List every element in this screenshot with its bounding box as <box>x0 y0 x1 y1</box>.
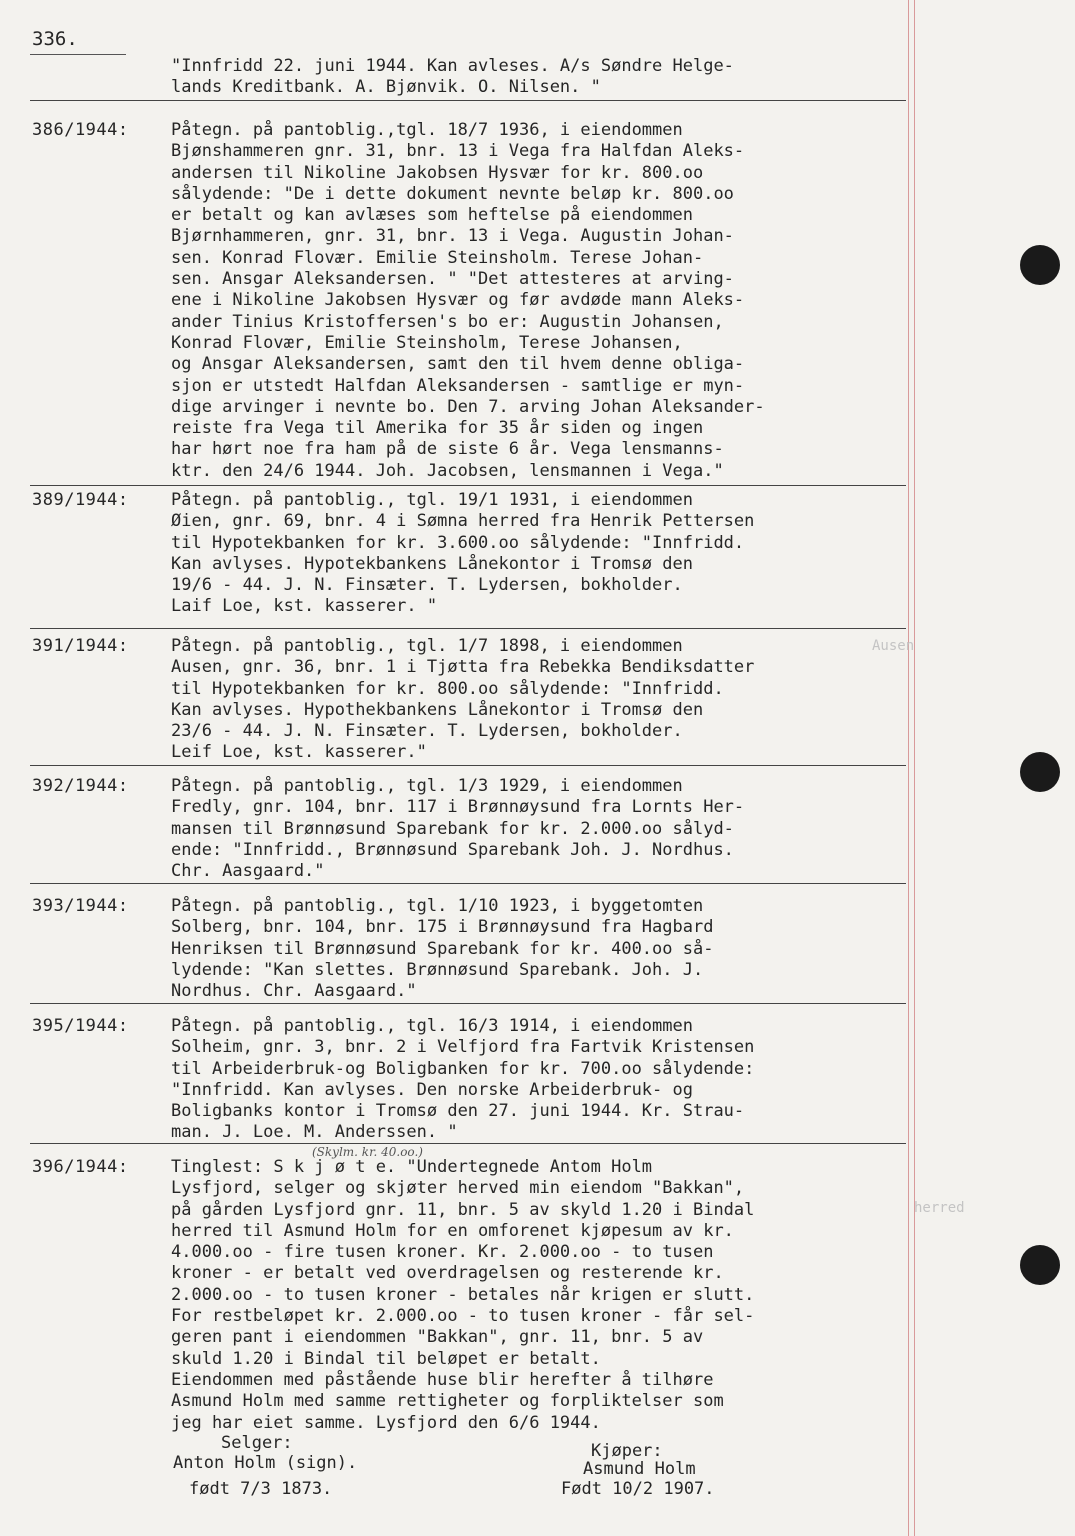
entry-line: mansen til Brønnøsund Sparebank for kr. 2.000.oo sålyd- <box>171 818 734 839</box>
entry-number: 392/1944: <box>32 776 129 796</box>
entry-line: til Arbeiderbruk-og Boligbanken for kr. 700.oo sålydende: <box>171 1058 755 1079</box>
entry-line: er betalt og kan avlæses som heftelse på eiendommen <box>171 205 693 226</box>
entry-line: og Ansgar Aleksandersen, samt den til hvem denne obliga- <box>171 354 745 375</box>
entry-line: sen. Konrad Flovær. Emilie Steinsholm. Terese Johan- <box>171 247 704 268</box>
entry-line: dige arvinger i nevnte bo. Den 7. arving Johan Aleksander- <box>171 396 765 417</box>
seller-label: Selger: <box>221 1433 293 1453</box>
entry-line: skuld 1.20 i Bindal til beløpet er betalt. <box>171 1348 601 1369</box>
entry-line: Nordhus. Chr. Aasgaard." <box>171 981 417 1002</box>
entry-line: ander Tinius Kristoffersen's bo er: Augustin Johansen, <box>171 311 724 332</box>
entry-line: man. J. Loe. M. Anderssen. " <box>171 1122 458 1143</box>
entry-line: Kan avlyses. Hypotekbankens Lånekontor i Tromsø den <box>171 553 693 574</box>
entry-line: Tinglest: S k j ø t e. "Undertegnede Antom Holm <box>171 1157 653 1177</box>
entry-line: geren pant i eiendommen "Bakkan", gnr. 11, bnr. 5 av <box>171 1327 704 1348</box>
entry-number: 389/1944: <box>32 490 129 510</box>
entry-line: Fredly, gnr. 104, bnr. 117 i Brønnøysund fra Lornts Her- <box>171 797 745 818</box>
entry-text <box>171 1016 901 1144</box>
entry-line: sjon er utstedt Halfdan Aleksandersen - samtlige er myn- <box>171 375 745 396</box>
skyld-annotation: (Skylm. kr. 40.oo.) <box>312 1145 423 1159</box>
entry-text <box>171 120 901 482</box>
entry-line: sen. Ansgar Aleksandersen. " "Det attesteres at arving- <box>171 269 734 290</box>
entry-line: 2.000.oo - to tusen kroner - betales når krigen er slutt. <box>171 1284 755 1305</box>
entry-line: Asmund Holm med samme rettigheter og forpliktelser som <box>171 1391 724 1412</box>
entry-separator <box>30 765 906 766</box>
binder-hole-icon <box>1020 245 1060 285</box>
entry-line: Eiendommen med påstående huse blir herefter å tilhøre <box>171 1369 714 1390</box>
margin-note-herred: herred <box>914 1200 965 1216</box>
entry-line: har hørt noe fra ham på de siste 6 år. Vega lensmanns- <box>171 439 724 460</box>
entry-line: Solberg, bnr. 104, bnr. 175 i Brønnøysund fra Hagbard <box>171 917 714 938</box>
entry-number: 386/1944: <box>32 120 129 140</box>
entry-line: kroner - er betalt ved overdragelsen og resterende kr. <box>171 1263 724 1284</box>
margin-line-right <box>914 0 915 1536</box>
entry-line: Kan avlyses. Hypothekbankens Lånekontor i Tromsø den <box>171 699 704 720</box>
entry-line: "Innfridd. Kan avlyses. Den norske Arbeiderbruk- og <box>171 1079 693 1100</box>
entry-separator <box>30 883 906 884</box>
entry-line: Påtegn. på pantoblig., tgl. 16/3 1914, i eiendommen <box>171 1016 693 1036</box>
binder-hole-icon <box>1020 1245 1060 1285</box>
entry-line: Øien, gnr. 69, bnr. 4 i Sømna herred fra Henrik Pettersen <box>171 511 755 532</box>
entry-line: herred til Asmund Holm for en omforenet kjøpesum av kr. <box>171 1220 734 1241</box>
entry-line: Påtegn. på pantoblig.,tgl. 18/7 1936, i eiendommen <box>171 120 683 140</box>
entry-line: For restbeløpet kr. 2.000.oo - to tusen kroner - får sel- <box>171 1306 755 1327</box>
entry-line: ene i Nikoline Jakobsen Hysvær og før avdøde mann Aleks- <box>171 290 745 311</box>
entry-number: 393/1944: <box>32 896 129 916</box>
buyer-label: Kjøper: <box>591 1441 663 1461</box>
margin-note-ausen: Ausen <box>872 638 915 654</box>
entry-line: Lysfjord, selger og skjøter herved min eiendom "Bakkan", <box>171 1178 745 1199</box>
entry-line: jeg har eiet samme. Lysfjord den 6/6 1944. <box>171 1412 601 1433</box>
entry-line: Påtegn. på pantoblig., tgl. 1/3 1929, i eiendommen <box>171 776 683 796</box>
entry-separator <box>30 628 906 629</box>
page-number: 336. <box>32 28 78 50</box>
entry-text <box>171 776 901 882</box>
entry-line: 4.000.oo - fire tusen kroner. Kr. 2.000.oo - to tusen <box>171 1242 714 1263</box>
entry-line: på gården Lysfjord gnr. 11, bnr. 5 av skyld 1.20 i Bindal <box>171 1199 755 1220</box>
seller-name: Anton Holm (sign). <box>173 1453 358 1473</box>
page-number-underline <box>30 54 126 55</box>
entry-line: Påtegn. på pantoblig., tgl. 1/7 1898, i eiendommen <box>171 636 683 656</box>
entry-number: 396/1944: <box>32 1157 129 1177</box>
entry-text <box>171 1157 901 1434</box>
entry-line: sålydende: "De i dette dokument nevnte beløp kr. 800.oo <box>171 183 734 204</box>
entry-line: andersen til Nikoline Jakobsen Hysvær for kr. 800.oo <box>171 162 704 183</box>
entry-line: 23/6 - 44. J. N. Finsæter. T. Lydersen, bokholder. <box>171 721 683 742</box>
entry-text <box>171 490 901 618</box>
entry-separator <box>30 100 906 101</box>
binder-hole-icon <box>1020 752 1060 792</box>
entry-line: Ausen, gnr. 36, bnr. 1 i Tjøtta fra Rebekka Bendiksdatter <box>171 657 755 678</box>
entry-line: Bjønshammeren gnr. 31, bnr. 13 i Vega fra Halfdan Aleks- <box>171 141 745 162</box>
entry-line: Leif Loe, kst. kasserer." <box>171 742 427 763</box>
entry-line: Henriksen til Brønnøsund Sparebank for kr. 400.oo så- <box>171 938 714 959</box>
entry-text <box>171 636 901 764</box>
entry-line: 19/6 - 44. J. N. Finsæter. T. Lydersen, bokholder. <box>171 575 683 596</box>
entry-line: ende: "Innfridd., Brønnøsund Sparebank Joh. J. Nordhus. <box>171 839 734 860</box>
buyer-name: Asmund Holm <box>583 1459 696 1479</box>
entry-line: Boligbanks kontor i Tromsø den 27. juni 1944. Kr. Strau- <box>171 1101 745 1122</box>
seller-birth: født 7/3 1873. <box>189 1479 333 1499</box>
header-line: "Innfridd 22. juni 1944. Kan avleses. A/s Søndre Helge- <box>171 56 734 76</box>
entry-line: Påtegn. på pantoblig., tgl. 19/1 1931, i eiendommen <box>171 490 693 510</box>
entry-line: Påtegn. på pantoblig., tgl. 1/10 1923, i byggetomten <box>171 896 704 916</box>
entry-number: 395/1944: <box>32 1016 129 1036</box>
signature-block <box>171 1432 901 1532</box>
entry-line: Bjørnhammeren, gnr. 31, bnr. 13 i Vega. Augustin Johan- <box>171 226 734 247</box>
entry-line: Konrad Flovær, Emilie Steinsholm, Terese Johansen, <box>171 332 683 353</box>
entry-line: til Hypotekbanken for kr. 800.oo sålydende: "Innfridd. <box>171 678 724 699</box>
entry-line: Solheim, gnr. 3, bnr. 2 i Velfjord fra Fartvik Kristensen <box>171 1037 755 1058</box>
entry-line: Chr. Aasgaard." <box>171 861 325 882</box>
entry-text <box>171 896 901 1002</box>
entry-line: ktr. den 24/6 1944. Joh. Jacobsen, lensmannen i Vega." <box>171 460 724 481</box>
header-line: lands Kreditbank. A. Bjønvik. O. Nilsen. " <box>171 77 601 98</box>
entry-line: reiste fra Vega til Amerika for 35 år siden og ingen <box>171 418 704 439</box>
margin-line-left <box>908 0 909 1536</box>
entry-number: 391/1944: <box>32 636 129 656</box>
entry-separator <box>30 485 906 486</box>
buyer-birth: Født 10/2 1907. <box>561 1479 715 1499</box>
entry-separator <box>30 1003 906 1004</box>
entry-line: Laif Loe, kst. kasserer. " <box>171 596 438 617</box>
header-text <box>171 56 901 99</box>
entry-line: lydende: "Kan slettes. Brønnøsund Sparebank. Joh. J. <box>171 959 704 980</box>
entry-line: til Hypotekbanken for kr. 3.600.oo sålydende: "Innfridd. <box>171 532 745 553</box>
